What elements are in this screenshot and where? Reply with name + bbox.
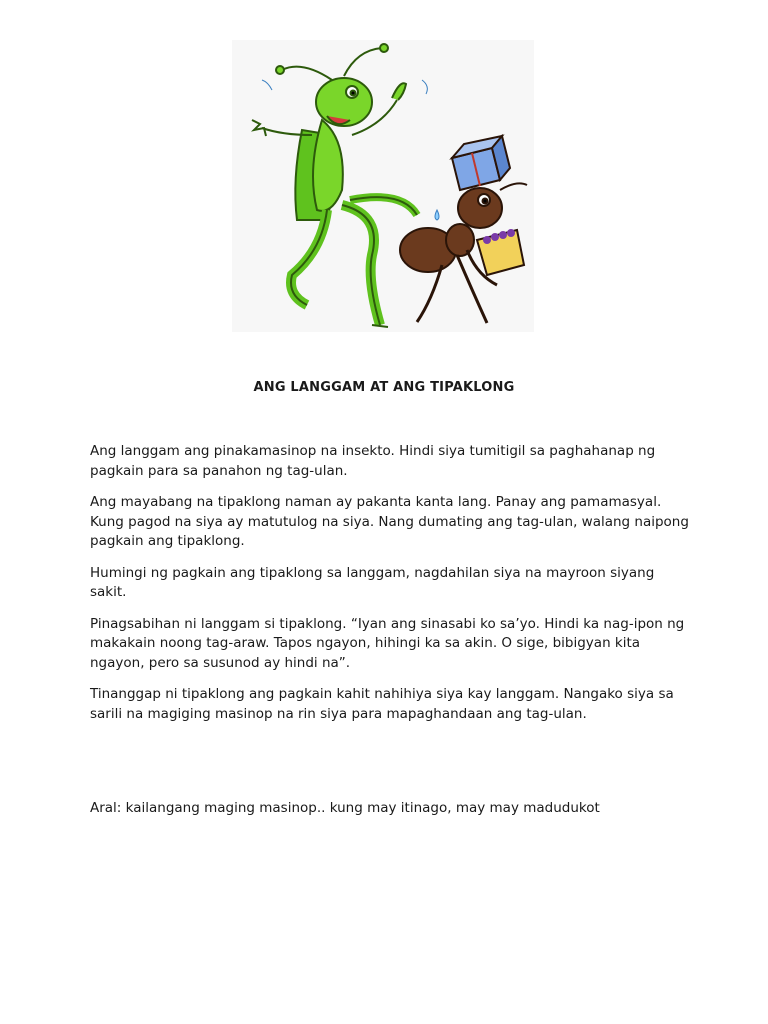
paragraph: Tinanggap ni tipaklong ang pagkain kahit nahihiya siya kay langgam. Nangako siya sa sarili na magiging masinop na rin siya para mapaghandaan ang tag-ulan.: [90, 686, 674, 722]
paragraph: Humingi ng pagkain ang tipaklong sa langgam, nagdahilan siya na mayroon siyang sakit.: [90, 564, 655, 600]
paragraph: Ang langgam ang pinakamasinop na insekto. Hindi siya tumitigil sa paghahanap ng pagkain para sa panahon ng tag-ulan.: [90, 443, 656, 479]
story-moral: Aral: kailangang maging masinop.. kung may itinago, may may madudukot: [90, 800, 600, 816]
grasshopper-and-ant-drawing: [232, 40, 534, 332]
story-illustration: [232, 40, 534, 332]
story-title: ANG LANGGAM AT ANG TIPAKLONG: [253, 380, 515, 395]
ant-figure: [400, 136, 527, 323]
story-body: [90, 442, 690, 736]
grasshopper-figure: [252, 44, 417, 327]
paragraph: Ang mayabang na tipaklong naman ay pakanta kanta lang. Panay ang pamamasyal. Kung pagod na siya ay matutulog na siya. Nang dumating ang tag-ulan, walang naipong pagkain ang tipaklong.: [90, 494, 689, 549]
paragraph: Pinagsabihan ni langgam si tipaklong. “Iyan ang sinasabi ko sa’yo. Hindi ka nag-ipon ng makakain noong tag-araw. Tapos ngayon, hihingi ka sa akin. O sige, bibigyan kita ngayon, pero sa susunod ay hindi na”.: [90, 615, 685, 671]
